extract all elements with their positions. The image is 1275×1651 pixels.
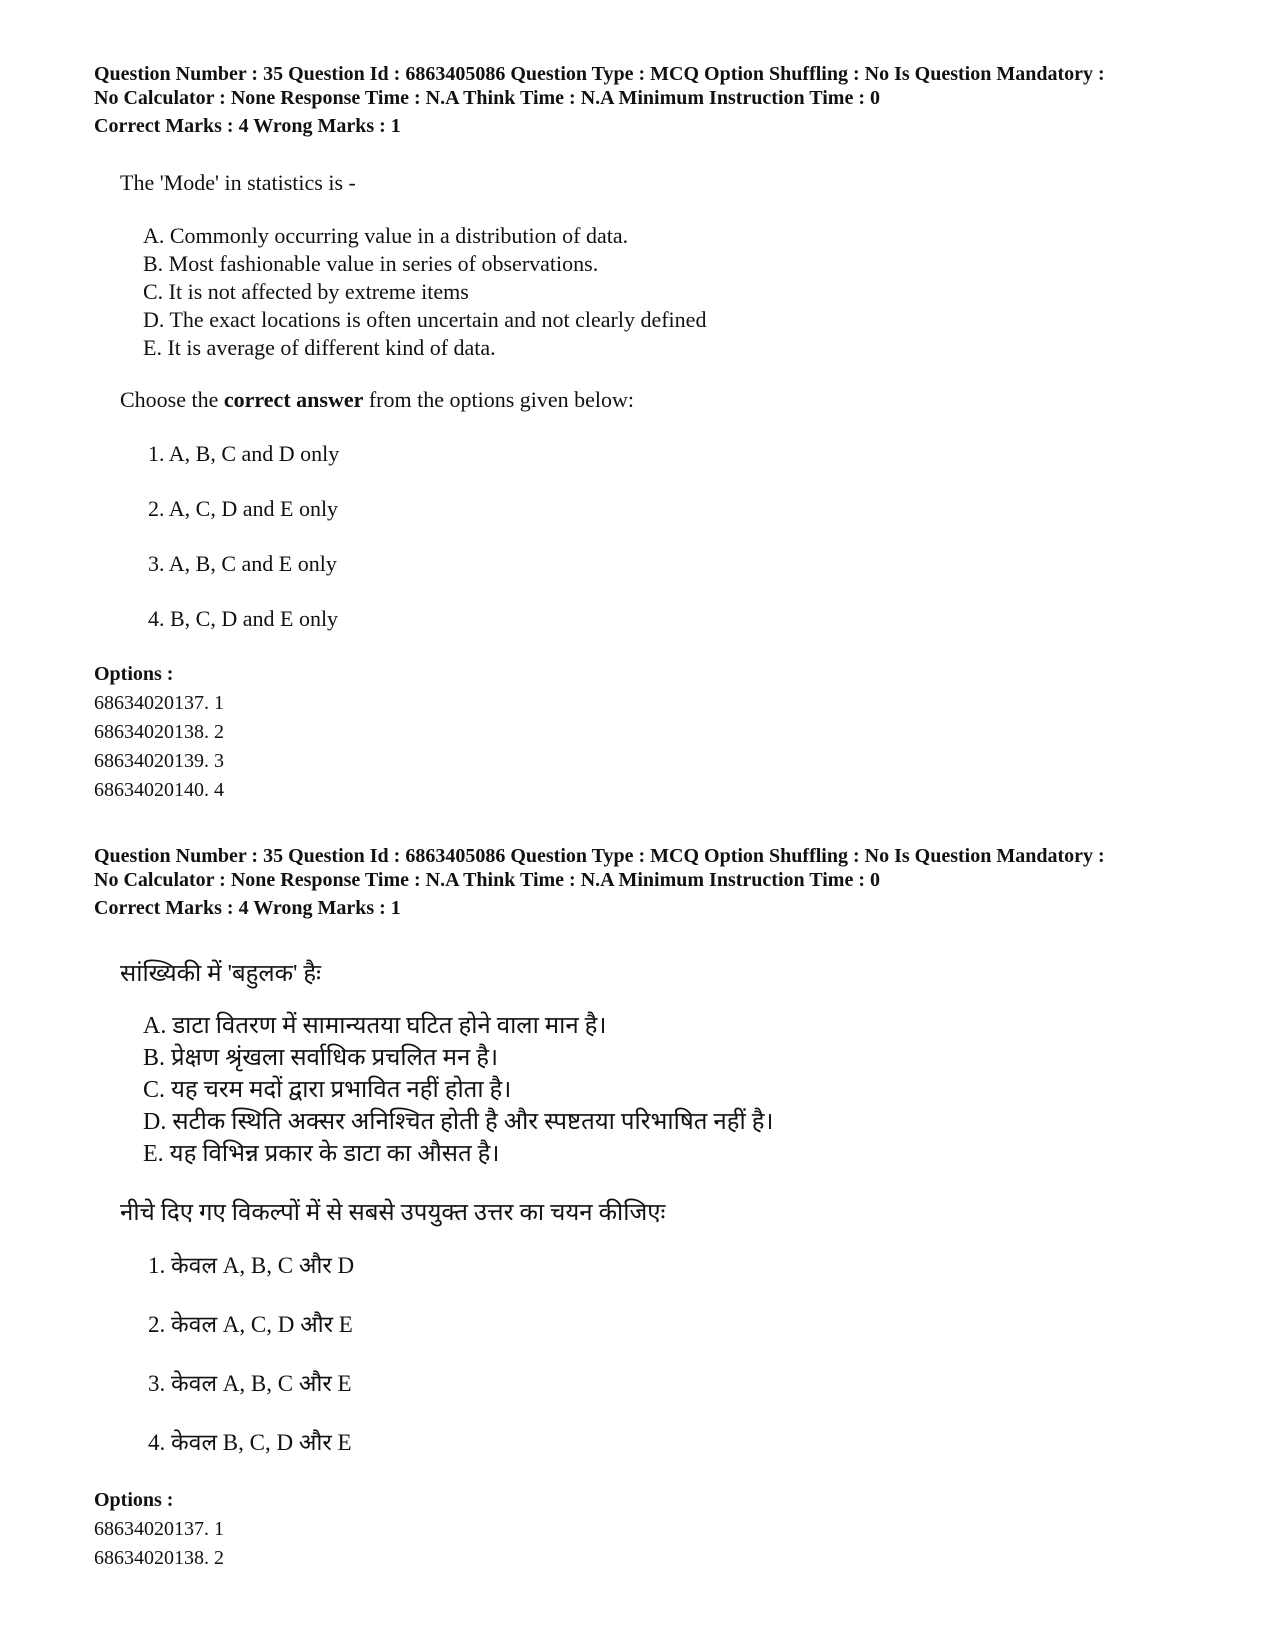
answer-choice: 1. केवल A, B, C और D <box>148 1253 355 1278</box>
answer-choice: 4. केवल B, C, D और E <box>148 1430 352 1455</box>
statement-item: C. यह चरम मदों द्वारा प्रभावित नहीं होता है। <box>143 1077 512 1103</box>
statement-item: D. The exact locations is often uncertain and not clearly defined <box>143 307 707 332</box>
option-row: 68634020138. 2 <box>94 721 224 743</box>
marks-line: Correct Marks : 4 Wrong Marks : 1 <box>94 897 401 919</box>
choose-instruction <box>120 1195 665 1228</box>
statement-item: D. सटीक स्थिति अक्सर अनिश्चित होती है और स्पष्टतया परिभाषित नहीं है। <box>143 1109 774 1135</box>
statement-item: A. डाटा वितरण में सामान्यतया घटित होने वाला मान है। <box>143 1013 607 1039</box>
statement-list <box>143 1010 774 1170</box>
statement-item: B. प्रेक्षण श्रृंखला सर्वाधिक प्रचलित मन है। <box>143 1045 499 1071</box>
marks-line: Correct Marks : 4 Wrong Marks : 1 <box>94 115 401 137</box>
statement-item: B. Most fashionable value in series of observations. <box>143 251 599 276</box>
meta-line-1: Question Number : 35 Question Id : 6863405086 Question Type : MCQ Option Shuffling : No Is Question Mandatory : <box>94 845 1105 867</box>
statement-item: E. It is average of different kind of data. <box>143 335 496 360</box>
question-meta <box>94 844 1194 920</box>
answer-choice-list <box>148 441 339 661</box>
statement-item: A. Commonly occurring value in a distribution of data. <box>143 223 629 248</box>
options-list <box>94 1486 224 1573</box>
option-row: 68634020139. 3 <box>94 750 224 772</box>
meta-line-2: No Calculator : None Response Time : N.A Think Time : N.A Minimum Instruction Time : 0 <box>94 87 880 109</box>
question-meta <box>94 62 1194 138</box>
answer-choice: 3. केवल A, B, C और E <box>148 1371 352 1396</box>
choose-pre: Choose the <box>120 387 224 412</box>
choose-post: from the options given below: <box>363 387 635 412</box>
option-row: 68634020138. 2 <box>94 1547 224 1569</box>
statement-list <box>143 222 706 362</box>
option-row: 68634020140. 4 <box>94 779 224 801</box>
statement-item: E. यह विभिन्न प्रकार के डाटा का औसत है। <box>143 1141 500 1167</box>
answer-choice: 2. A, C, D and E only <box>148 496 339 521</box>
choose-pre: नीचे दिए गए विकल्पों में से सबसे उपयुक्त उत्तर का चयन कीजिएः <box>120 1200 666 1226</box>
choose-bold: correct answer <box>223 387 364 412</box>
option-row: 68634020137. 1 <box>94 692 224 714</box>
answer-choice: 4. B, C, D and E only <box>148 606 339 631</box>
answer-choice: 2. केवल A, C, D और E <box>148 1312 353 1337</box>
meta-line-1: Question Number : 35 Question Id : 6863405086 Question Type : MCQ Option Shuffling : No Is Question Mandatory : <box>94 63 1105 85</box>
statement-item: C. It is not affected by extreme items <box>143 279 469 304</box>
question-stem: The 'Mode' in statistics is - <box>120 170 356 195</box>
options-label: Options : <box>94 1489 174 1511</box>
choose-instruction <box>120 387 634 413</box>
option-row: 68634020137. 1 <box>94 1518 224 1540</box>
options-list <box>94 660 224 805</box>
answer-choice: 3. A, B, C and E only <box>148 551 337 576</box>
question-stem: सांख्यिकी में 'बहुलक' हैः <box>120 961 322 987</box>
answer-choice-list <box>148 1252 354 1488</box>
options-label: Options : <box>94 663 174 685</box>
meta-line-2: No Calculator : None Response Time : N.A Think Time : N.A Minimum Instruction Time : 0 <box>94 869 880 891</box>
answer-choice: 1. A, B, C and D only <box>148 441 340 466</box>
